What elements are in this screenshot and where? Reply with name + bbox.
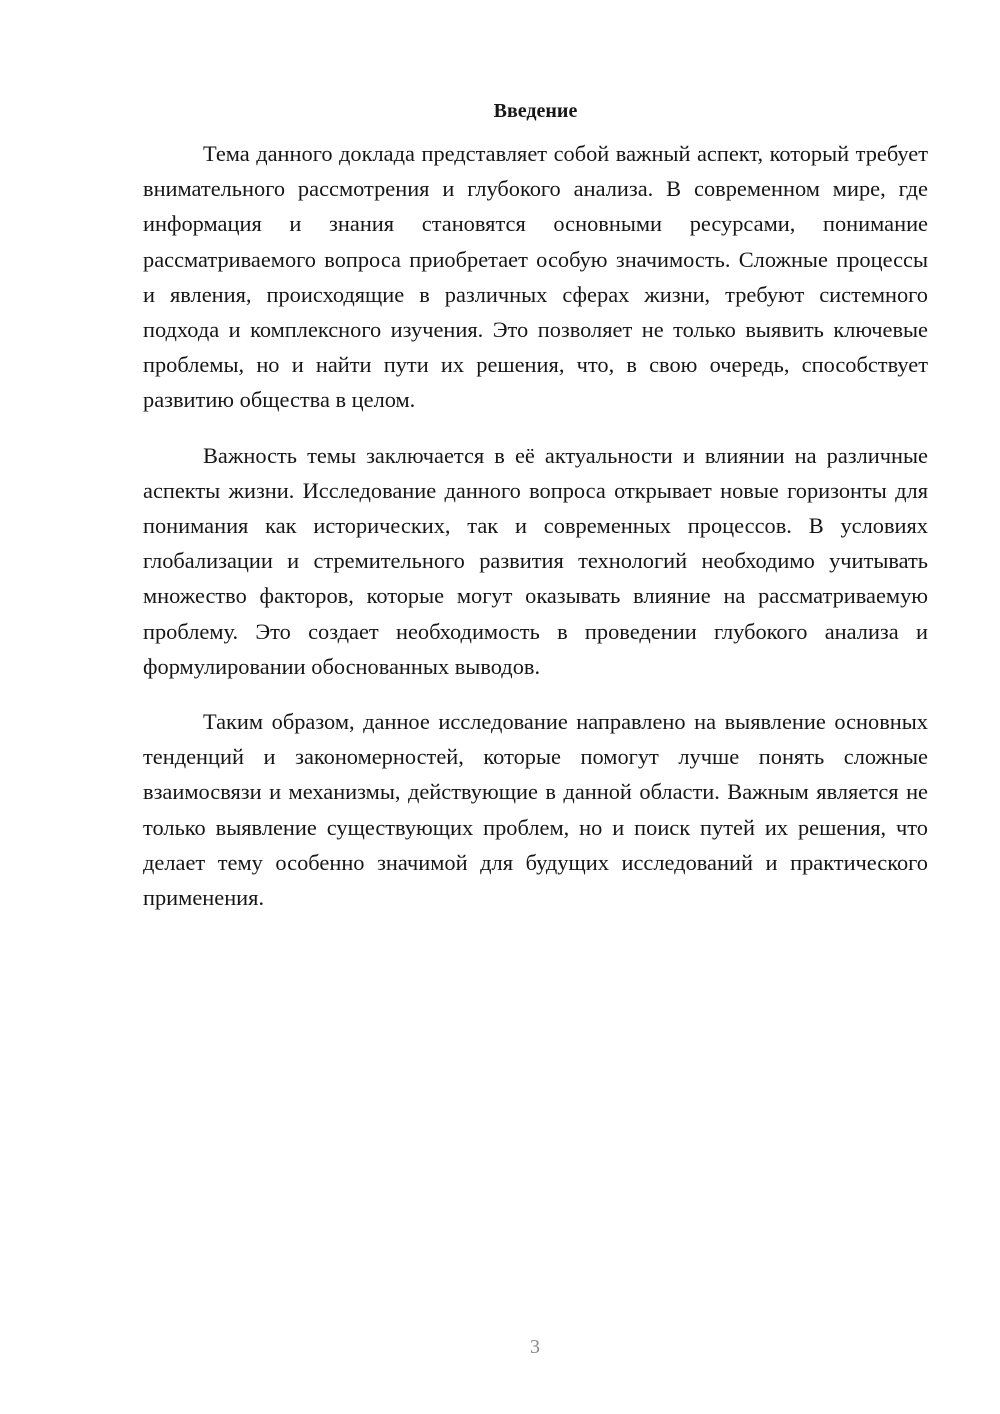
page-content bbox=[143, 96, 928, 935]
section-heading: Введение bbox=[493, 100, 578, 122]
paragraph-1: Тема данного доклада представляет собой важный аспект, который требует внимательного рассмотрения и глубокого анализа. В современном мире, где информация и знания становятся основными ресурсами, понимание рассматриваемого вопроса приобретает особую значимость. Сложные процессы и явления, происходящие в различных сферах жизни, требуют системного подхода и комплексного изучения. Это позволяет не только выявить ключевые проблемы, но и найти пути их решения, что, в свою очередь, способствует развитию общества в целом. bbox=[143, 141, 928, 413]
page-number: 3 bbox=[530, 1336, 540, 1358]
paragraph-3: Таким образом, данное исследование направлено на выявление основных тенденций и закономерностей, которые помогут лучше понять сложные взаимосвязи и механизмы, действующие в данной области. Важным является не только выявление существующих проблем, но и поиск путей их решения, что делает тему особенно значимой для будущих исследований и практического применения. bbox=[143, 709, 928, 911]
paragraph-2: Важность темы заключается в её актуальности и влиянии на различные аспекты жизни. Исследование данного вопроса открывает новые горизонты для понимания как исторических, так и современных процессов. В условиях глобализации и стремительного развития технологий необходимо учитывать множество факторов, которые могут оказывать влияние на рассматриваемую проблему. Это создает необходимость в проведении глубокого анализа и формулировании обоснованных выводов. bbox=[143, 442, 928, 679]
